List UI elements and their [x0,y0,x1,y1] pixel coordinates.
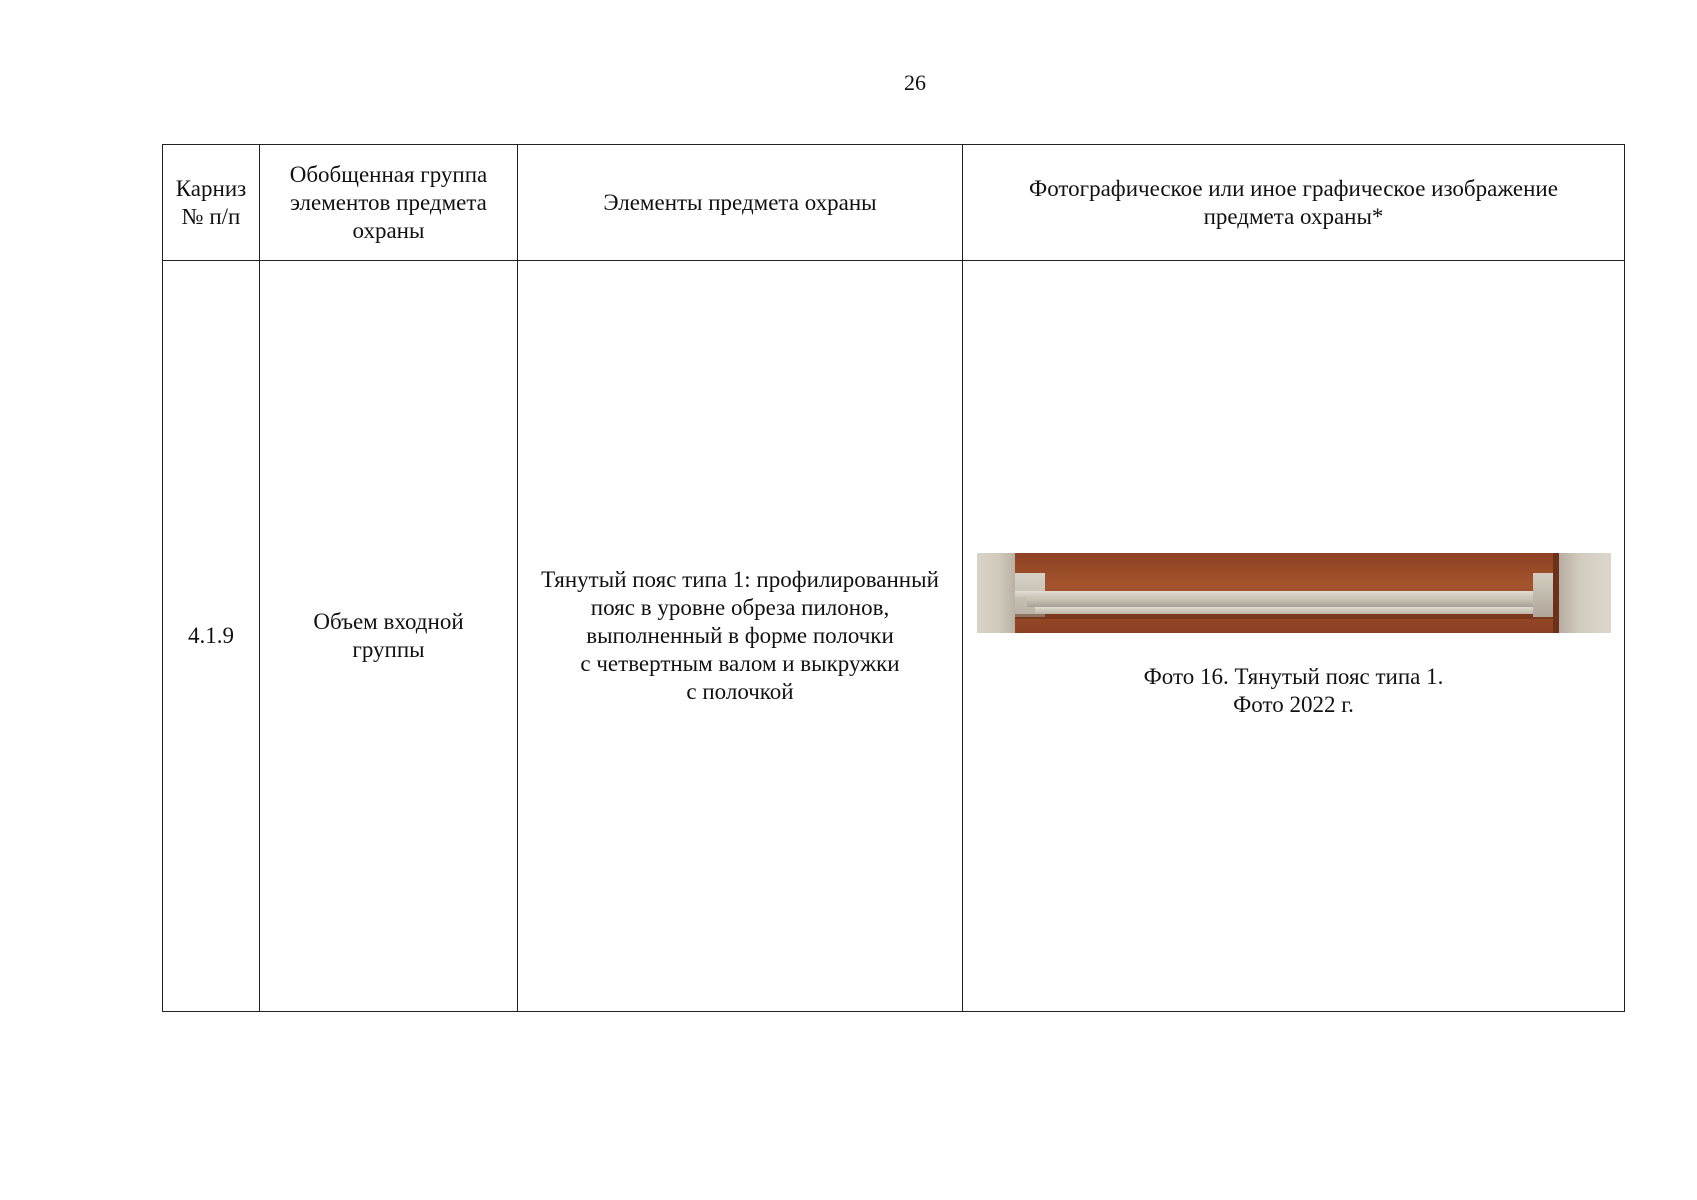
photo-cornice-low [1035,607,1539,614]
photo-caption-line: Фото 2022 г. [1233,692,1354,717]
protection-elements-table [162,144,1625,1012]
header-photo-line: предмета охраны* [1203,203,1384,229]
row-group-cell [260,261,518,1012]
header-element-group [260,145,518,261]
photo-cornice-top [1015,591,1559,598]
header-element-group-line: охраны [352,217,425,243]
row-elements-line: выполненный в форме полочки [586,623,894,648]
photo-block [971,553,1616,719]
header-protection-elements-line: Элементы предмета охраны [603,189,877,215]
header-cornice-number [163,145,260,261]
row-elements-line: с четвертным валом и выкружки [580,651,900,676]
header-cornice-number-line: Карниз [175,175,247,201]
header-photo-line: Фотографическое или иное графическое изображение [1029,175,1558,201]
row-elements-line: пояс в уровне обреза пилонов, [590,595,890,620]
photo-caption-line: Фото 16. Тянутый пояс типа 1. [1143,664,1444,689]
header-element-group-line: элементов предмета [290,189,487,215]
row-group-line: Объем входной [313,609,464,634]
page-number: 26 [904,70,926,95]
table-header-row [163,145,1625,261]
header-element-group-line: Обобщенная группа [289,161,488,187]
header-protection-elements [518,145,963,261]
table-row [163,261,1625,1012]
row-elements-cell [518,261,963,1012]
photo-cornice-mid [1027,598,1547,607]
photo-pier-right [1559,553,1611,633]
row-number-cell [163,261,260,1012]
photo-stain [1015,614,1559,619]
header-photo [963,145,1625,261]
row-group-line: группы [352,637,425,662]
row-number: 4.1.9 [188,623,234,648]
photo-pier-left [977,553,1015,633]
row-elements-line: Тянутый пояс типа 1: профилированный [541,567,939,592]
row-elements-line: с полочкой [686,679,794,704]
cornice-belt-photo [977,553,1611,633]
header-cornice-number-line: № п/п [181,203,241,229]
photo-caption [1144,663,1444,719]
row-photo-cell [963,261,1625,1012]
